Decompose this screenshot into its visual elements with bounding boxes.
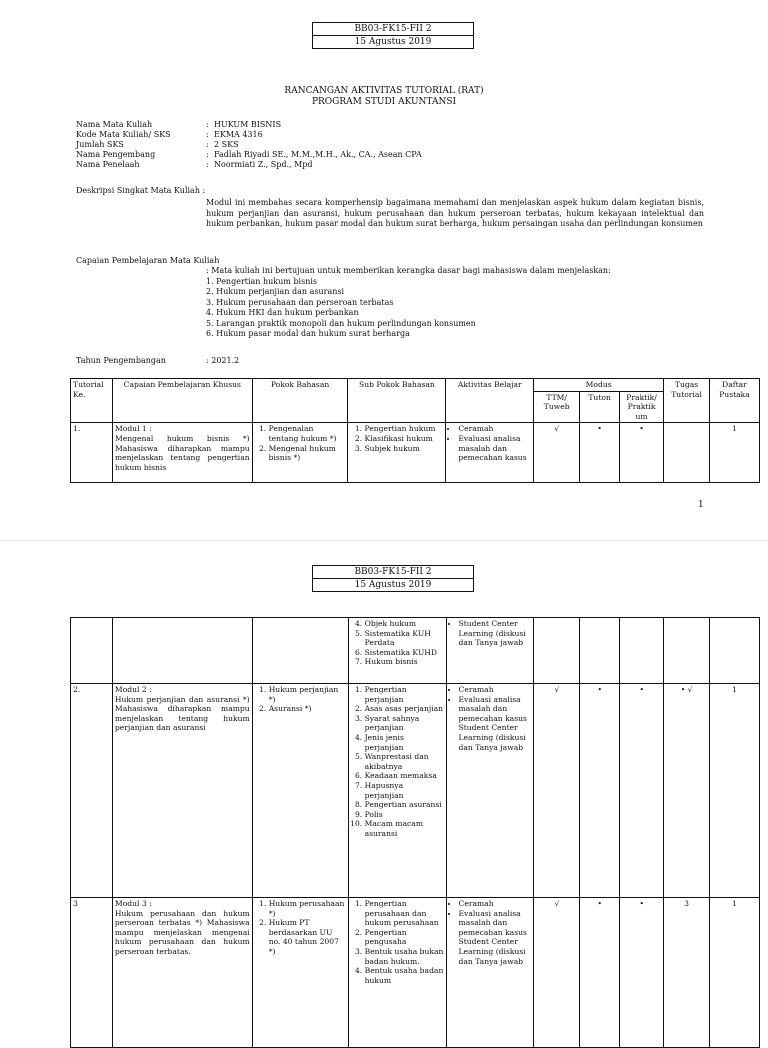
course-info: [76, 120, 422, 170]
cell-pustaka: 1: [710, 684, 760, 898]
cell-tugas: [664, 618, 710, 684]
tahun-value: : 2021.2: [206, 356, 240, 365]
table-row: [71, 423, 760, 483]
document-page-2: [0, 540, 768, 1025]
col-praktik: Praktik/ Praktik um: [620, 391, 664, 423]
cell-pustaka: 1: [710, 898, 760, 1048]
table-row: [71, 618, 760, 684]
document-code: BB03-FK15-FII 2: [354, 567, 432, 577]
cell-tuton: •: [580, 684, 620, 898]
cell-sub: 4. Objek hukum 5. Sistematika KUH Perdata 6. Sistematika KUHD 7. Hukum bisnis: [348, 618, 446, 684]
col-aktivitas: Aktivitas Belajar: [446, 379, 534, 423]
tahun-label: Tahun Pengembangan: [76, 356, 166, 365]
capaian-item: 4. Hukum HKI dan hukum perbankan: [206, 308, 359, 317]
cell-sub: 1. Pengertian perusahaan dan hukum perusahaan 2. Pengertian pengusaha 3. Bentuk usaha bukan badan hukum. 4. Bentuk usaha badan hukum: [348, 898, 446, 1048]
cell-pustaka: 1: [709, 423, 759, 483]
document-header-box: [312, 22, 474, 49]
info-row: Kode Mata Kuliah/ SKS : EKMA 4316: [76, 130, 263, 139]
capaian-item: 1. Pengertian hukum bisnis: [206, 276, 318, 286]
col-modus: Modus: [534, 379, 664, 392]
cell-no: 1.: [71, 423, 113, 483]
table-row: [71, 898, 760, 1048]
info-row: Nama Pengembang : Fadlah Riyadi SE., M.M.,M.H., Ak., CA., Asean CPA: [76, 150, 422, 159]
capaian-item: 6. Hukum pasar modal dan hukum surat berharga: [206, 329, 410, 338]
document-code: BB03-FK15-FII 2: [354, 24, 432, 34]
document-title: [0, 86, 768, 108]
cell-praktik: •: [620, 684, 664, 898]
cell-praktik: •: [620, 423, 664, 483]
cell-pokok: [252, 618, 348, 684]
document-date: 15 Agustus 2019: [313, 578, 473, 591]
cell-capaian: [112, 618, 252, 684]
deskripsi-text: Modul ini membahas secara komperhensip bagaimana memahami dan menjelaskan aspek hukum dalam kegiatan bisnis, hukum perjanjian dan asuransi, hukum perusahaan dan hukum perseroan terbatas, hukum kekayaan intelektual dan hukum perbankan, hukum pasar modal dan hukum surat berharga, hukum persaingan usaha dan perlindungan konsumen: [206, 198, 704, 228]
col-sub: Sub Pokok Bahasan: [348, 379, 446, 423]
cell-capaian: Modul 3 : Hukum perusahaan dan hukum perseroan terbatas *) Mahasiswa mampu menjelaskan mengenai hukum perusahaan dan hukum perseroan terbatas.: [112, 898, 252, 1048]
info-row: Nama Penelaah : Noormiati Z., Spd., Mpd: [76, 160, 313, 169]
rat-table-page-1: [70, 378, 760, 483]
cell-aktivitas: • Ceramah • Evaluasi analisa masalah dan pemecahan kasus Student Center Learning (diskusi dan Tanya jawab: [446, 898, 534, 1048]
cell-tugas: • √: [664, 684, 710, 898]
cell-no: [71, 618, 113, 684]
cell-tuton: •: [580, 423, 620, 483]
cell-ttm: √: [534, 684, 580, 898]
title-line-2: PROGRAM STUDI AKUNTANSI: [311, 97, 457, 107]
cell-pokok: 1. Pengenalan tentang hukum *) 2. Mengenal hukum bisnis *): [252, 423, 348, 483]
info-row: Nama Mata Kuliah : HUKUM BISNIS: [76, 120, 282, 129]
cell-ttm: √: [534, 898, 580, 1048]
capaian-label: Capaian Pembelajaran Mata Kuliah: [76, 256, 220, 265]
capaian-list: [206, 266, 611, 340]
capaian-intro: : Mata kuliah ini bertujuan untuk memberikan kerangka dasar bagi mahasiswa dalam menjelaskan:: [206, 266, 611, 275]
info-row: Jumlah SKS : 2 SKS: [76, 140, 239, 149]
table-row: [71, 684, 760, 898]
cell-tuton: [580, 618, 620, 684]
col-ttm: TTM/ Tuweb: [534, 391, 580, 423]
cell-no: 2.: [71, 684, 113, 898]
document-header-box: [312, 565, 474, 592]
cell-capaian: Modul 1 : Mengenal hukum bisnis *) Mahasiswa diharapkan mampu menjelaskan tentang pengertian hukum bisnis: [112, 423, 252, 483]
cell-no: 3: [71, 898, 113, 1048]
cell-praktik: •: [620, 898, 664, 1048]
col-pokok: Pokok Bahasan: [252, 379, 348, 423]
cell-pokok: 1. Hukum perjanjian *) 2. Asuransi *): [252, 684, 348, 898]
rat-table-page-2: [70, 617, 760, 1048]
cell-aktivitas: • Ceramah • Evaluasi analisa masalah dan pemecahan kasus Student Center Learning (diskusi dan Tanya jawab: [446, 684, 534, 898]
table-header-row: [71, 379, 760, 392]
cell-ttm: √: [534, 423, 580, 483]
cell-ttm: [534, 618, 580, 684]
cell-tugas: [664, 423, 710, 483]
cell-sub: 1. Pengertian perjanjian 2. Asas asas perjanjian 3. Syarat sahnya perjanjian 4. Jenis jenis perjanjian 5. Wanprestasi dan akibatnya 6. Keadaan memaksa 7. Hapusnya perjanjian 8. Pengertian asuransi 9. Polis 10. Macam macam asuransi: [348, 684, 446, 898]
col-tugas: Tugas Tutorial: [664, 379, 710, 423]
title-line-1: RANCANGAN AKTIVITAS TUTORIAL (RAT): [284, 86, 484, 96]
cell-pustaka: [710, 618, 760, 684]
col-tuton: Tuton: [580, 391, 620, 423]
page-number: 1: [698, 500, 704, 510]
cell-aktivitas: • Student Center Learning (diskusi dan Tanya jawab: [446, 618, 534, 684]
cell-capaian: Modul 2 : Hukum perjanjian dan asuransi *) Mahasiswa diharapkan mampu menjelaskan tentang hukum perjanjian dan asuransi: [112, 684, 252, 898]
cell-aktivitas: • Ceramah • Evaluasi analisa masalah dan pemecahan kasus: [446, 423, 534, 483]
capaian-item: 5. Larangan praktik monopoli dan hukum perlindungan konsumen: [206, 318, 476, 328]
capaian-item: 3. Hukum perusahaan dan perseroan terbatas: [206, 297, 394, 307]
cell-tuton: •: [580, 898, 620, 1048]
cell-praktik: [620, 618, 664, 684]
cell-sub: 1. Pengertian hukum 2. Klasifikasi hukum 3. Subjek hukum: [348, 423, 446, 483]
col-capaian: Capaian Pembelajaran Khusus: [112, 379, 252, 423]
document-date: 15 Agustus 2019: [313, 35, 473, 48]
col-tutorial: Tutorial Ke.: [71, 379, 113, 423]
capaian-item: 2. Hukum perjanjian dan asuransi: [206, 287, 345, 296]
cell-pokok: 1. Hukum perusahaan *) 2. Hukum PT berdasarkan UU no. 40 tahun 2007 *): [252, 898, 348, 1048]
cell-tugas: 3: [664, 898, 710, 1048]
col-pustaka: Daftar Pustaka: [709, 379, 759, 423]
deskripsi-label: Deskripsi Singkat Mata Kuliah :: [76, 186, 206, 195]
